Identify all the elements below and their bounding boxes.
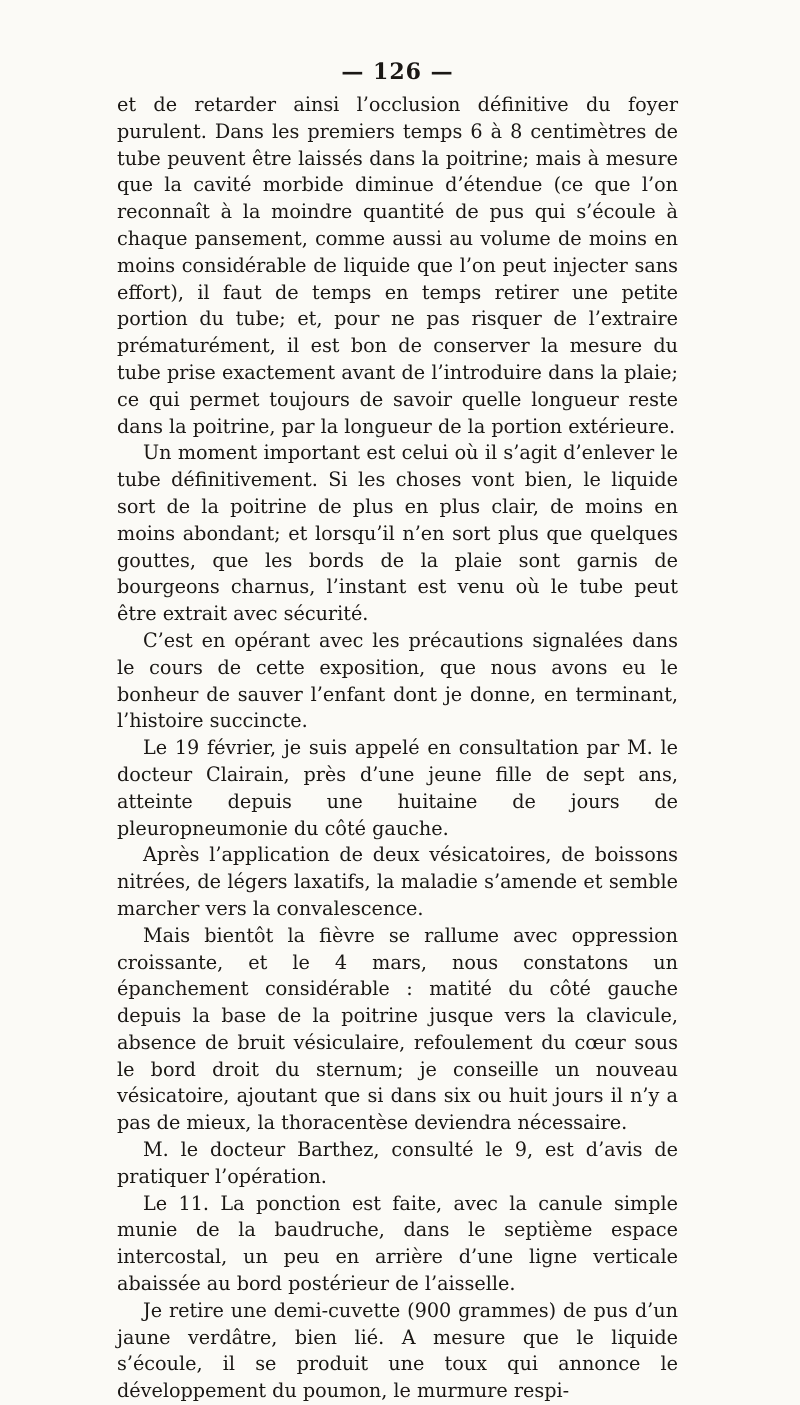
paragraph-3: C’est en opérant avec les précautions signalées dans le cours de cette exposition, que nous avons eu le bonheur de sauver l’enfant dont je donne, en terminant, l’histoire succincte. [117,628,678,733]
page-number: — 126 — [341,59,454,85]
paragraph-7: M. le docteur Barthez, consulté le 9, est d’avis de pratiquer l’opération. [117,1138,678,1188]
body-text [117,92,678,1405]
paragraph-1: et de retarder ainsi l’occlusion définitive du foyer purulent. Dans les premiers temps 6 à 8 centimètres de tube peuvent être laissés dans la poitrine; mais à mesure que la cavité morbide diminue d’étendue (ce que l’on reconnaît à la moindre quantité de pus qui s’écoule à chaque pansement, comme aussi au volume de moins en moins considérable de liquide que l’on peut injecter sans effort), il faut de temps en temps retirer une petite portion du tube; et, pour ne pas risquer de l’extraire prématurément, il est bon de conserver la mesure du tube prise exactement avant de l’introduire dans la plaie; ce qui permet toujours de savoir quelle longueur reste dans la poitrine, par la longueur de la portion extérieure. [117,93,678,438]
paragraph-2: Un moment important est celui où il s’agit d’enlever le tube définitivement. Si les choses vont bien, le liquide sort de la poitrine de plus en plus clair, de moins en moins abondant; et lorsqu’il n’en sort plus que quelques gouttes, que les bords de la plaie sont garnis de bourgeons charnus, l’instant est venu où le tube peut être extrait avec sécurité. [117,441,678,626]
paragraph-8: Le 11. La ponction est faite, avec la canule simple munie de la baudruche, dans le septième espace intercostal, un peu en arrière d’une ligne verticale abaissée au bord postérieur de l’aisselle. [117,1191,678,1296]
paragraph-9: Je retire une demi-cuvette (900 grammes) de pus d’un jaune verdâtre, bien lié. A mesure que le liquide s’écoule, il se produit une toux qui annonce le développement du poumon, le murmure respi- [117,1298,678,1403]
paragraph-4: Le 19 février, je suis appelé en consultation par M. le docteur Clairain, près d’une jeune fille de sept ans, atteinte depuis une huitaine de jours de pleuropneumonie du côté gauche. [117,736,678,840]
paragraph-6: Mais bientôt la fièvre se rallume avec oppression croissante, et le 4 mars, nous constatons un épanchement considérable : matité du côté gauche depuis la base de la poitrine jusque vers la clavicule, absence de bruit vésiculaire, refoulement du cœur sous le bord droit du sternum; je conseille un nouveau vésicatoire, ajoutant que si dans six ou huit jours il n’y a pas de mieux, la thoracentèse deviendra nécessaire. [117,923,678,1135]
paragraph-5: Après l’application de deux vésicatoires, de boissons nitrées, de légers laxatifs, la maladie s’amende et semble marcher vers la convalescence. [117,843,678,920]
